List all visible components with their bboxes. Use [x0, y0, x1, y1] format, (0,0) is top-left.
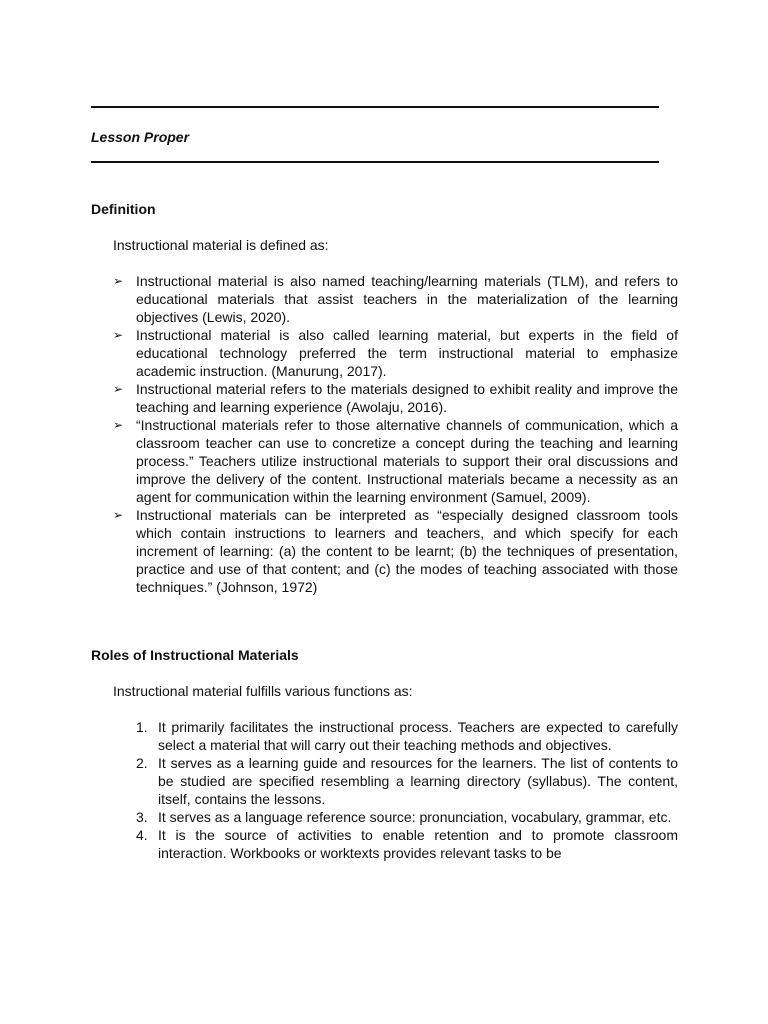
definition-heading: Definition	[91, 201, 156, 217]
list-item	[136, 826, 678, 862]
list-item	[113, 272, 678, 326]
title-divider-line	[91, 161, 659, 163]
arrow-bullet-icon: ➢	[113, 328, 124, 342]
list-item-number: 2.	[136, 755, 148, 771]
list-item	[113, 506, 678, 596]
list-item	[136, 808, 678, 826]
list-item-text: Instructional materials can be interpreted as “especially designed classroom tools which contain instructions to learners and teachers, and which specify for each increment of learning: (a) the content to be learnt; (b) the techniques of presentation, practice and use of that content; and (c) the modes of teaching associated with those techniques.” (Johnson, 1972)	[136, 507, 678, 595]
roles-list	[136, 718, 678, 862]
list-item-number: 3.	[136, 809, 148, 825]
arrow-bullet-icon: ➢	[113, 418, 124, 432]
arrow-bullet-icon: ➢	[113, 508, 124, 522]
list-item-text: It primarily facilitates the instructional process. Teachers are expected to carefully select a material that will carry out their teaching methods and objectives.	[158, 719, 678, 753]
list-item-text: Instructional material is also named teaching/learning materials (TLM), and refers to educational materials that assist teachers in the materialization of the learning objectives (Lewis, 2020).	[136, 273, 678, 325]
list-item	[113, 416, 678, 506]
definition-intro: Instructional material is defined as:	[113, 237, 329, 253]
list-item	[113, 380, 678, 416]
list-item-text: It serves as a learning guide and resources for the learners. The list of contents to be studied are specified resembling a learning directory (syllabus). The content, itself, contains the lessons.	[158, 755, 678, 807]
arrow-bullet-icon: ➢	[113, 274, 124, 288]
list-item	[136, 754, 678, 808]
arrow-bullet-icon: ➢	[113, 382, 124, 396]
definition-list	[113, 272, 678, 596]
list-item-text: It is the source of activities to enable retention and to promote classroom interaction. Workbooks or worktexts provides relevant tasks to be	[158, 827, 678, 861]
list-item-text: Instructional material refers to the materials designed to exhibit reality and improve the teaching and learning experience (Awolaju, 2016).	[136, 381, 678, 415]
roles-heading: Roles of Instructional Materials	[91, 647, 299, 663]
list-item	[136, 718, 678, 754]
top-divider-line	[91, 106, 659, 108]
lesson-title: Lesson Proper	[91, 129, 190, 145]
list-item-text: It serves as a language reference source: pronunciation, vocabulary, grammar, etc.	[158, 809, 672, 825]
list-item	[113, 326, 678, 380]
list-item-number: 4.	[136, 827, 148, 843]
list-item-text: Instructional material is also called learning material, but experts in the field of educational technology preferred the term instructional material to emphasize academic instruction. (Manurung, 2017).	[136, 327, 678, 379]
list-item-text: “Instructional materials refer to those alternative channels of communication, which a classroom teacher can use to concretize a concept during the teaching and learning process.” Teachers utilize instructional materials to support their oral discussions and improve the delivery of the content. Instructional materials became a necessity as an agent for communication within the learning environment (Samuel, 2009).	[136, 417, 678, 505]
list-item-number: 1.	[136, 719, 148, 735]
roles-intro: Instructional material fulfills various functions as:	[113, 683, 413, 699]
